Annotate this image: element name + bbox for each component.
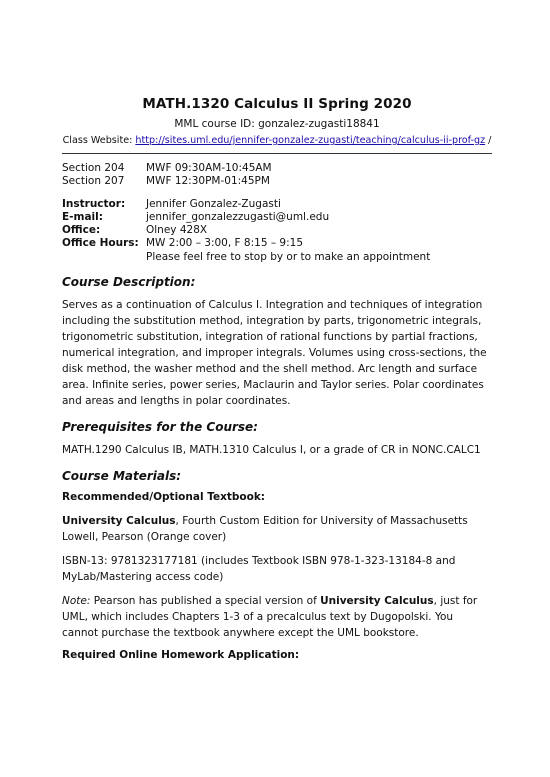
section-time: MWF 12:30PM-01:45PM [146, 175, 270, 188]
homework-application-heading: Required Online Homework Application: [62, 649, 300, 662]
textbook-title: University Calculus [62, 515, 176, 528]
office-hours-note: Please feel free to stop by or to make an appointment [146, 250, 431, 263]
instructor-info [62, 198, 492, 264]
class-website-line [62, 135, 492, 146]
class-website-link[interactable]: http://sites.uml.edu/jennifer-gonzalez-zugasti/teaching/calculus-ii-prof-gz [135, 135, 486, 146]
class-website-suffix: / [485, 135, 492, 146]
office-hours-value: MW 2:00 – 3:00, F 8:15 – 9:15 [146, 237, 303, 250]
textbook-isbn: ISBN-13: 9781323177181 (includes Textbook ISBN 978-1-323-13184-8 and MyLab/Mastering access code) [62, 555, 456, 584]
note-book-title: University Calculus [320, 595, 434, 608]
section-time: MWF 09:30AM-10:45AM [146, 162, 272, 174]
class-website-label: Class Website: [62, 135, 136, 146]
email-label: E-mail: [62, 210, 103, 223]
instructor-label: Instructor: [62, 197, 126, 210]
office-label: Office: [62, 224, 101, 237]
syllabus-content [62, 96, 492, 671]
course-materials-heading: Course Materials: [62, 469, 182, 484]
course-title: MATH.1320 Calculus II Spring 2020 [142, 96, 412, 112]
prerequisites-heading: Prerequisites for the Course: [62, 420, 258, 435]
section-label: Section 204 [62, 162, 125, 174]
course-description-heading: Course Description: [62, 275, 196, 290]
header-divider [62, 153, 492, 154]
textbook-citation [62, 513, 492, 545]
office-value: Olney 428X [146, 224, 208, 237]
mml-course-id: MML course ID: gonzalez-zugasti18841 [174, 118, 380, 130]
office-hours-label: Office Hours: [62, 237, 139, 250]
email-value: jennifer_gonzalezzugasti@uml.edu [146, 210, 330, 223]
note-text-part1: Pearson has published a special version of [90, 595, 321, 608]
textbook-heading: Recommended/Optional Textbook: [62, 491, 266, 504]
course-description-text: Serves as a continuation of Calculus I. Integration and techniques of integration including the substitution method, integration by parts, trigonometric integrals, trigonometric substitution, integration of rational functions by partial fractions, numerical integration, and improper integrals. Volumes using cross-sections, the disk method, the washer method and the shell method. Arc length and surface area. Infinite series, power series, Maclaurin and Taylor series. Polar coordinates and areas and lengths in polar coordinates. [62, 299, 487, 408]
textbook-details: , Fourth Custom Edition for University of Massachusetts Lowell, Pearson (Orange cover) [62, 515, 468, 544]
section-times [62, 162, 492, 189]
textbook-note [62, 593, 492, 641]
instructor-name: Jennifer Gonzalez-Zugasti [146, 197, 281, 210]
note-label: Note: [62, 595, 91, 608]
prerequisites-text: MATH.1290 Calculus IB, MATH.1310 Calculus I, or a grade of CR in NONC.CALC1 [62, 444, 481, 457]
note-text-part2: , just for UML, which includes Chapters 1-3 of a precalculus text by Dugopolski. You cannot purchase the textbook anywhere except the UML bookstore. [62, 595, 478, 640]
section-label: Section 207 [62, 175, 125, 188]
